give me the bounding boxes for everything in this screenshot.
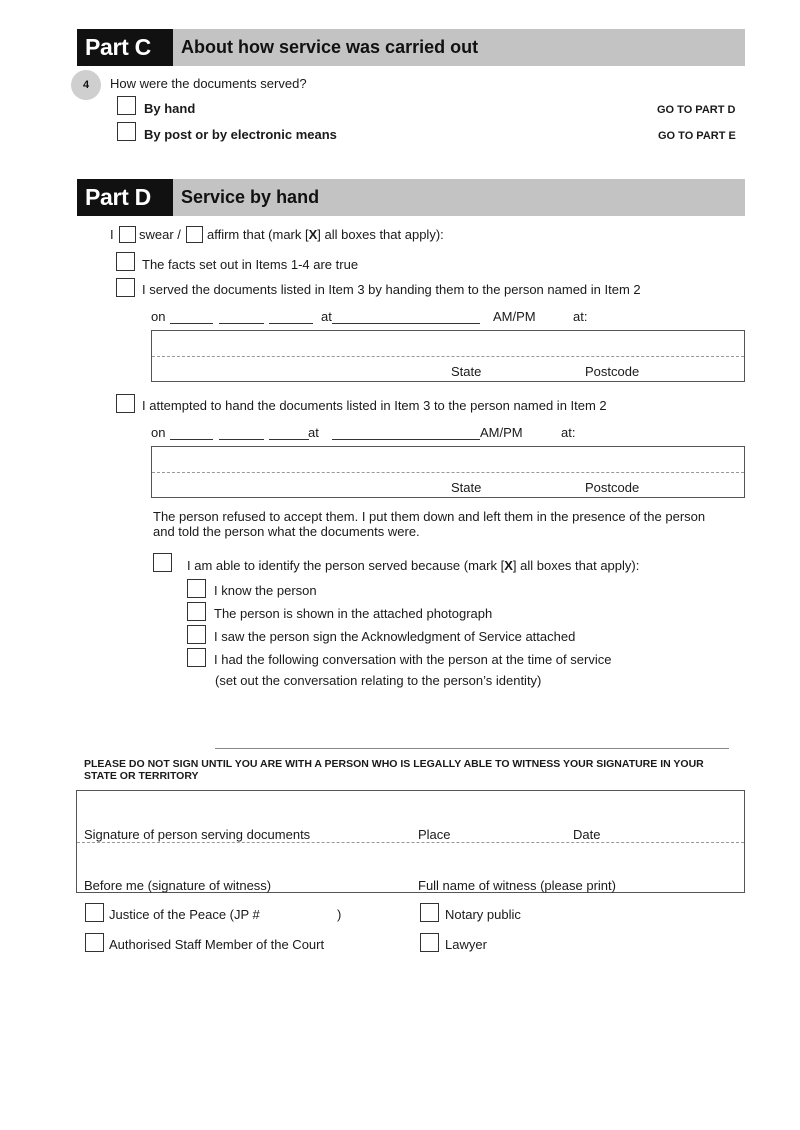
served-postcode-label: Postcode <box>585 364 640 379</box>
address-divider <box>152 356 744 357</box>
oath-i: I <box>110 227 114 242</box>
served-checkbox[interactable] <box>116 278 135 297</box>
service-method-question: How were the documents served? <box>110 76 307 91</box>
signing-warning: PLEASE DO NOT SIGN UNTIL YOU ARE WITH A PERSON WHO IS LEGALLY ABLE TO WITNESS YOUR SIGNATURE IN YOUR STATE OR TERRITORY <box>84 758 704 782</box>
served-statement: I served the documents listed in Item 3 by handing them to the person named in Item 2 <box>142 282 641 297</box>
attempted-at-label: at <box>308 425 319 440</box>
facts-true-checkbox[interactable] <box>116 252 135 271</box>
conversation-field[interactable] <box>215 748 729 749</box>
affirm-instruction: affirm that (mark [X] all boxes that apply): <box>207 227 444 242</box>
signature-label: Signature of person serving documents <box>84 827 311 842</box>
identify-instruction: I am able to identify the person served because (mark [X] all boxes that apply): <box>187 558 640 573</box>
attempted-on-label: on <box>151 425 166 440</box>
by-hand-label: By hand <box>144 101 196 116</box>
item-number-badge: 4 <box>71 70 101 100</box>
swear-checkbox[interactable] <box>119 226 136 243</box>
staff-member-label: Authorised Staff Member of the Court <box>109 937 325 952</box>
know-person-label: I know the person <box>214 583 317 598</box>
attempted-address-box[interactable] <box>151 446 745 498</box>
acknowledgment-label: I saw the person sign the Acknowledgment of Service attached <box>214 629 576 644</box>
goto-part-d: GO TO PART D <box>657 104 736 116</box>
served-time-field[interactable] <box>332 323 480 324</box>
photograph-label: The person is shown in the attached photograph <box>214 606 493 621</box>
jp-close: ) <box>337 907 342 922</box>
place-label: Place <box>418 827 451 842</box>
part-c-title: About how service was carried out <box>173 29 745 66</box>
witness-signature-label: Before me (signature of witness) <box>84 878 272 893</box>
witness-name-label: Full name of witness (please print) <box>418 878 616 893</box>
attempted-state-label: State <box>451 480 482 495</box>
part-d-label: Part D <box>77 179 173 216</box>
conversation-note: (set out the conversation relating to the person’s identity) <box>215 673 542 688</box>
affirm-checkbox[interactable] <box>186 226 203 243</box>
served-state-label: State <box>451 364 482 379</box>
conversation-label: I had the following conversation with the person at the time of service <box>214 652 612 667</box>
served-month-field[interactable] <box>219 323 264 324</box>
jp-label: Justice of the Peace (JP # <box>109 907 260 922</box>
refused-text-line-2: and told the person what the documents were. <box>153 524 420 539</box>
refused-text-line-1: The person refused to accept them. I put them down and left them in the presence of the person <box>153 509 706 524</box>
photograph-checkbox[interactable] <box>187 602 206 621</box>
served-on-label: on <box>151 309 166 324</box>
attempted-checkbox[interactable] <box>116 394 135 413</box>
served-ampm-label: AM/PM <box>493 309 536 324</box>
served-address-box[interactable] <box>151 330 745 382</box>
lawyer-checkbox[interactable] <box>420 933 439 952</box>
attempted-at-address-label: at: <box>561 425 576 440</box>
attempted-month-field[interactable] <box>219 439 264 440</box>
acknowledgment-checkbox[interactable] <box>187 625 206 644</box>
attempted-statement: I attempted to hand the documents listed in Item 3 to the person named in Item 2 <box>142 398 607 413</box>
part-c-label: Part C <box>77 29 173 66</box>
identify-checkbox[interactable] <box>153 553 172 572</box>
date-label: Date <box>573 827 601 842</box>
swear-label: swear / <box>139 227 181 242</box>
attempted-time-field[interactable] <box>332 439 480 440</box>
know-person-checkbox[interactable] <box>187 579 206 598</box>
lawyer-label: Lawyer <box>445 937 487 952</box>
served-day-field[interactable] <box>170 323 213 324</box>
attempted-year-field[interactable] <box>269 439 309 440</box>
address-divider <box>152 472 744 473</box>
notary-label: Notary public <box>445 907 521 922</box>
attempted-ampm-label: AM/PM <box>480 425 523 440</box>
facts-true-label: The facts set out in Items 1-4 are true <box>142 257 359 272</box>
served-year-field[interactable] <box>269 323 313 324</box>
goto-part-e: GO TO PART E <box>658 130 736 142</box>
attempted-day-field[interactable] <box>170 439 213 440</box>
staff-member-checkbox[interactable] <box>85 933 104 952</box>
attempted-postcode-label: Postcode <box>585 480 640 495</box>
by-post-checkbox[interactable] <box>117 122 136 141</box>
by-post-label: By post or by electronic means <box>144 127 337 142</box>
served-at-address-label: at: <box>573 309 588 324</box>
notary-checkbox[interactable] <box>420 903 439 922</box>
served-at-label: at <box>321 309 332 324</box>
by-hand-checkbox[interactable] <box>117 96 136 115</box>
jp-checkbox[interactable] <box>85 903 104 922</box>
conversation-checkbox[interactable] <box>187 648 206 667</box>
part-d-title: Service by hand <box>173 179 745 216</box>
